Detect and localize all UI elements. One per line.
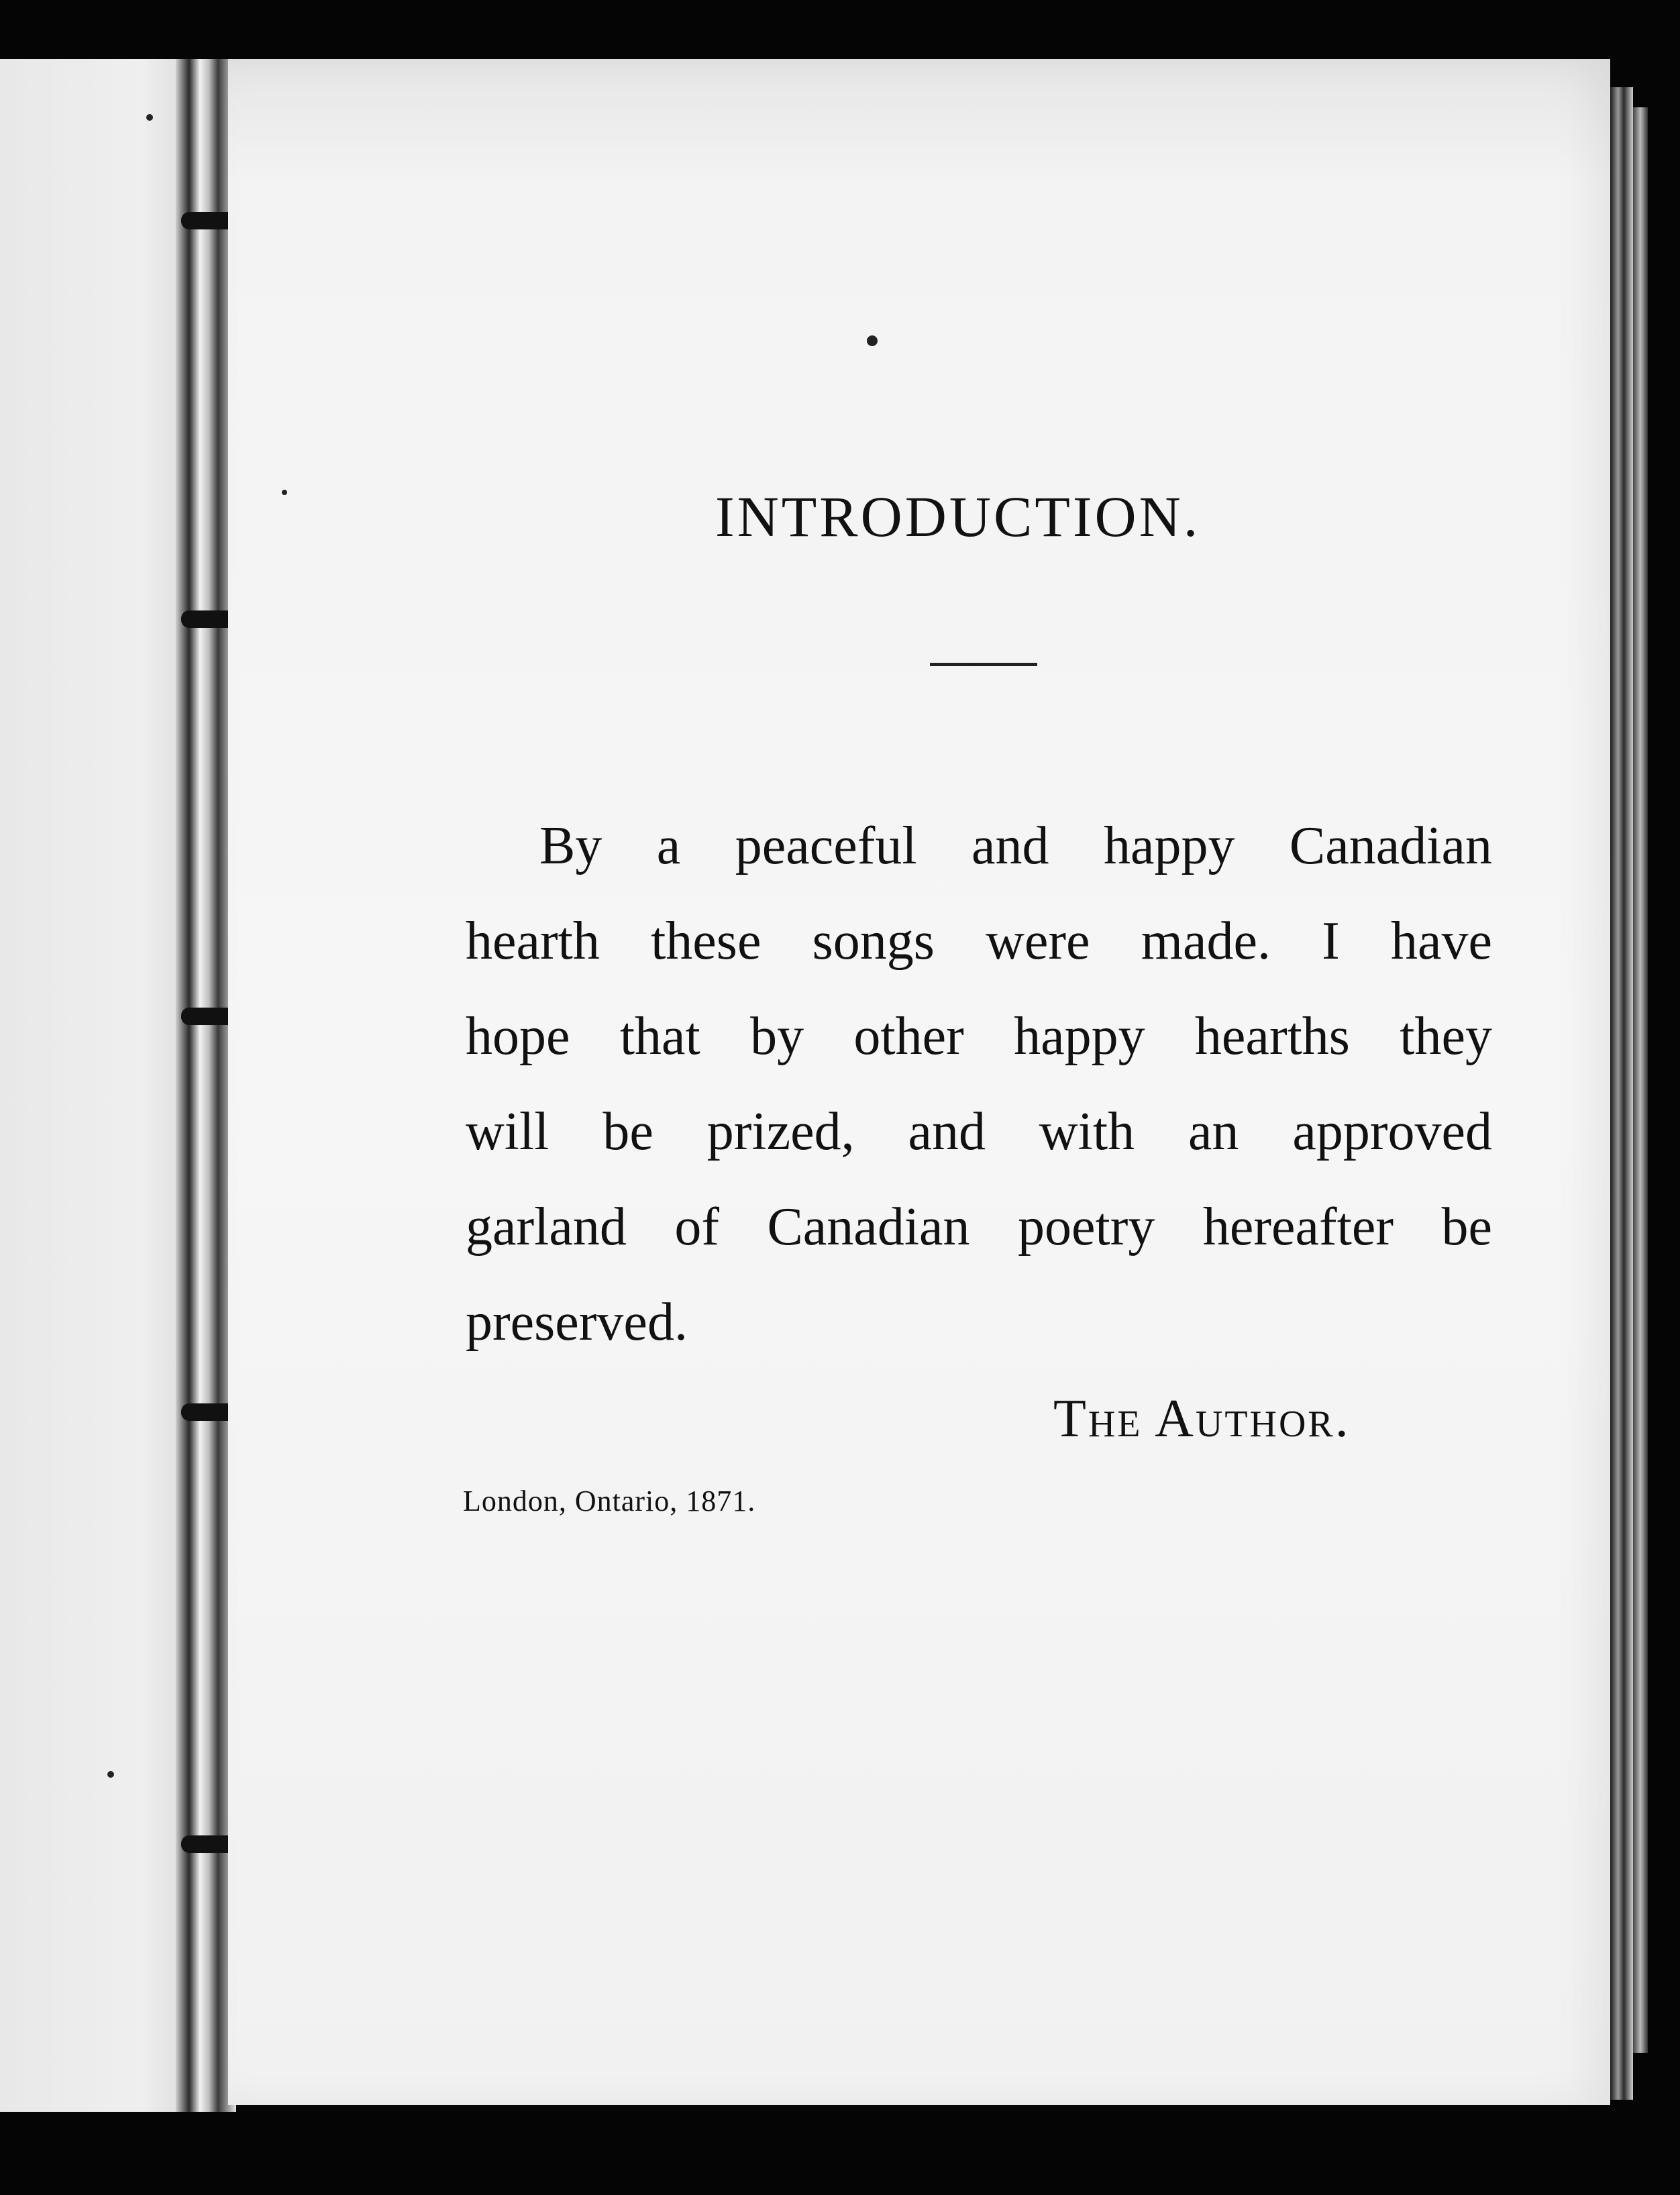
introduction-paragraph xyxy=(466,798,1492,1370)
page-stack-edge xyxy=(1610,87,1633,2100)
page-stack-edge xyxy=(1633,107,1648,2053)
ink-speck xyxy=(867,335,878,346)
author-signature: The Author. xyxy=(1053,1389,1351,1448)
page-title: INTRODUCTION. xyxy=(715,484,1201,549)
paragraph-line: hope that by other happy hearths they xyxy=(466,1007,1492,1066)
book-binding xyxy=(176,59,236,2112)
paragraph-line: hearth these songs were made. I have xyxy=(466,912,1492,971)
ink-speck xyxy=(282,490,287,495)
paragraph-line: garland of Canadian poetry hereafter be xyxy=(466,1197,1492,1256)
ink-speck xyxy=(146,114,153,121)
paragraph-line: will be prized, and with an approved xyxy=(466,1102,1492,1161)
paragraph-line: By a peaceful and happy Canadian xyxy=(539,816,1492,875)
title-divider xyxy=(930,663,1037,666)
ink-speck xyxy=(107,1771,114,1778)
previous-page-edge xyxy=(0,59,201,2112)
paragraph-line: preserved. xyxy=(466,1293,688,1352)
place-and-date: London, Ontario, 1871. xyxy=(463,1485,756,1517)
